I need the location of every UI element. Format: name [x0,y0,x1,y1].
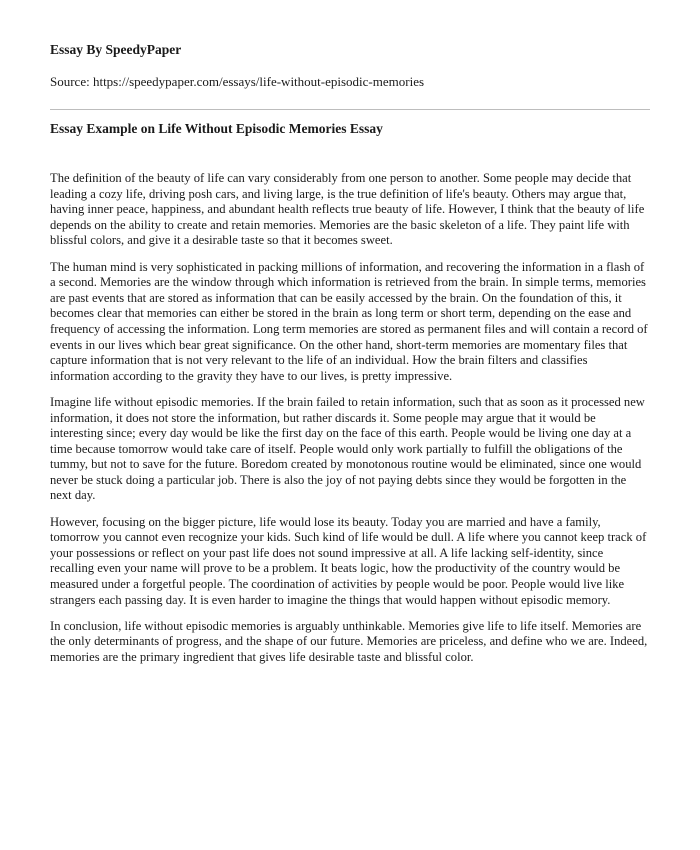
document-header-title: Essay By SpeedyPaper [50,42,182,57]
essay-paragraph-3: Imagine life without episodic memories. If the brain failed to retain information, such that as soon as it processed new information, it does not store the information, but rather discards it. Some people may argue that it would be interesting since; every day would be like the first day on the face of this earth. People would be living one day at a time because tomorrow would take care of itself. People would only work partially to fulfill the obligations of the tummy, but not to save for the future. Boredom created by monotonous routine would be eliminated, since one would never be stuck doing a particular job. There is also the joy of not paying debts since they would be forgotten in the next day. [50,394,645,503]
header-divider [50,109,650,110]
essay-title: Essay Example on Life Without Episodic Memories Essay [50,121,383,136]
essay-body [50,171,650,666]
essay-paragraph-4: However, focusing on the bigger picture, life would lose its beauty. Today you are married and have a family, tomorrow you cannot even recognize your kids. Such kind of life would be dull. A life where you cannot keep track of your possessions or reflect on your past life does not sound impressive at all. A life lacking self-identity, since recalling even your name will prove to be a problem. It beats logic, how the productivity of the country would be measured under a forgetful people. The coordination of activities by people would be poor. People would live like strangers each passing day. It is even harder to imagine the things that would happen without episodic memory. [50,514,647,607]
essay-paragraph-2: The human mind is very sophisticated in packing millions of information, and recovering the information in a flash of a second. Memories are the window through which information is retrieved from the brain. In simple terms, memories are past events that are stored as information that can be easily accessed by the brain. On the foundation of this, it becomes clear that memories can either be stored in the brain as long term or short term, depending on the ease and frequency of accessing the information. Long term memories are stored as permanent files and will contain a record of events in our lives which bear great significance. On the other hand, short-term memories are momentary files that capture information that is not very relevant to the life of an individual. How the brain filters and classifies information according to the gravity they have to our lives, is pretty impressive. [50,259,648,383]
document-source: Source: https://speedypaper.com/essays/life-without-episodic-memories [50,74,425,89]
essay-paragraph-5: In conclusion, life without episodic memories is arguably unthinkable. Memories give life to life itself. Memories are the only determinants of progress, and the shape of our future. Memories are priceless, and define who we are. Indeed, memories are the primary ingredient that gives life desirable taste and blissful color. [50,618,648,664]
essay-paragraph-1: The definition of the beauty of life can vary considerably from one person to another. Some people may decide that leading a cozy life, driving posh cars, and living large, is the true definition of life's beauty. Others may argue that, having inner peace, happiness, and abundant health reflects true beauty of life. However, I think that the beauty of life depends on the ability to create and retain memories. Memories are the basic skeleton of a life. They paint life with blissful colors, and give it a desirable taste so that it becomes sweet. [50,171,645,248]
